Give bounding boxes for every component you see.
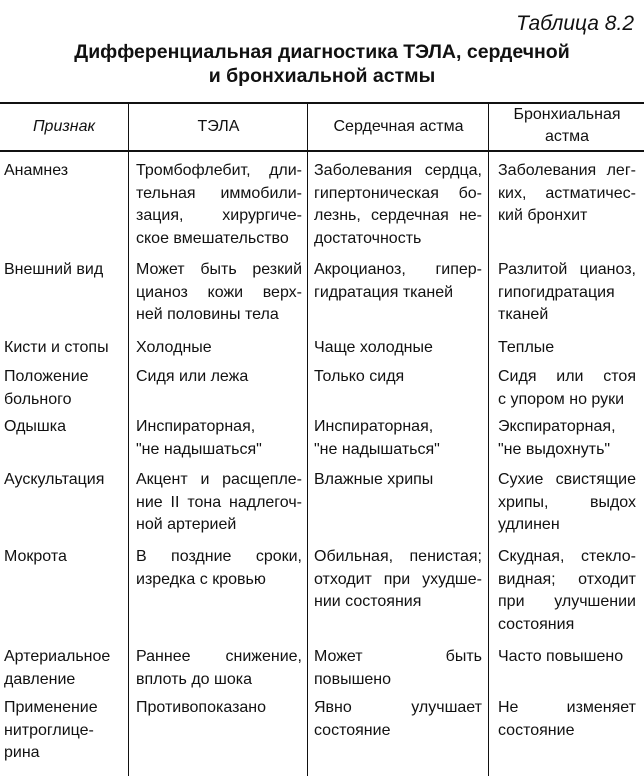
cell-line: Часто повышено	[498, 648, 624, 665]
cell-line: состояние	[498, 721, 575, 739]
cell-tela	[136, 469, 302, 537]
cell-line: Инспираторная,	[314, 418, 434, 435]
cell-line: Чаще холодные	[314, 339, 433, 356]
cell-line: цианоз кожи верх-	[136, 283, 302, 301]
cell-line: Может быть	[314, 648, 482, 665]
cell-line: "не надышаться"	[314, 440, 440, 458]
cell-line: изредка с кровью	[136, 570, 266, 588]
cell-tela	[136, 546, 302, 591]
table-title	[0, 40, 644, 88]
cell-tela	[136, 416, 302, 461]
cell-line: гипогидратация	[498, 283, 615, 301]
cell-line: Акцент и расщепле-	[136, 471, 302, 488]
cell-sign	[4, 366, 126, 411]
cell-line: Тромбофлебит, дли-	[136, 162, 302, 179]
cell-line: достаточность	[314, 229, 422, 247]
cell-bronchial	[498, 160, 636, 228]
cell-line: Заболевания лег-	[498, 162, 636, 179]
cell-line: Артериальное	[4, 648, 111, 665]
cell-line: видная; отходит	[498, 570, 636, 588]
column-divider-1	[128, 103, 129, 776]
cell-line: Не изменяет	[498, 699, 636, 716]
cell-line: Положение	[4, 368, 89, 385]
table-number: Таблица 8.2	[516, 12, 634, 35]
cell-sign	[4, 469, 126, 492]
cell-cardiac	[314, 646, 482, 691]
header-tela: ТЭЛА	[197, 118, 240, 135]
cell-tela	[136, 160, 302, 250]
cell-line: состояние	[314, 721, 391, 739]
cell-line: Применение	[4, 699, 98, 716]
cell-sign	[4, 416, 126, 439]
cell-tela	[136, 697, 302, 720]
cell-line: Теплые	[498, 339, 555, 356]
cell-line: Холодные	[136, 339, 212, 356]
cell-line: тельная иммобили-	[136, 184, 302, 202]
cell-line: Экспираторная,	[498, 418, 616, 435]
cell-sign	[4, 646, 126, 691]
cell-bronchial	[498, 366, 636, 411]
cell-line: тканей	[498, 306, 549, 323]
cell-bronchial	[498, 337, 636, 360]
cell-sign	[4, 546, 126, 569]
cell-line: больного	[4, 390, 72, 408]
cell-tela	[136, 646, 302, 691]
cell-line: нии состояния	[314, 593, 422, 610]
cell-line: Сидя или лежа	[136, 368, 249, 385]
cell-cardiac	[314, 337, 482, 360]
cell-line: повышено	[314, 670, 392, 688]
column-divider-2	[307, 103, 308, 776]
cell-tela	[136, 337, 302, 360]
cell-line: ское вмешательство	[136, 229, 289, 247]
cell-line: Акроцианоз, гипер-	[314, 261, 482, 278]
cell-line: хрипы, выдох	[498, 493, 636, 511]
cell-line: Мокрота	[4, 548, 67, 565]
cell-line: ние II тона надлегоч-	[136, 493, 302, 511]
cell-tela	[136, 259, 302, 327]
cell-line: Противопоказано	[136, 699, 267, 716]
cell-line: состояния	[498, 615, 575, 633]
cell-line: Разлитой цианоз,	[498, 261, 636, 278]
cell-line: Сидя или стоя	[498, 368, 636, 385]
cell-line: Обильная, пенистая;	[314, 548, 482, 565]
cell-line: гидратация тканей	[314, 283, 454, 301]
cell-line: ной артерией	[136, 516, 237, 533]
cell-line: Инспираторная,	[136, 418, 256, 435]
cell-line: ней половины тела	[136, 306, 279, 323]
cell-cardiac	[314, 546, 482, 614]
cell-line: Внешний вид	[4, 261, 104, 278]
table-title-line-2: и бронхиальной астмы	[208, 65, 436, 87]
cell-line: Явно улучшает	[314, 699, 482, 716]
cell-cardiac	[314, 469, 482, 492]
cell-line: вплоть до шока	[136, 670, 252, 688]
cell-line: Только сидя	[314, 368, 405, 385]
cell-line: Скудная, стекло-	[498, 548, 636, 565]
cell-sign	[4, 697, 126, 765]
cell-cardiac	[314, 697, 482, 742]
cell-line: нитроглице-	[4, 721, 94, 739]
cell-bronchial	[498, 259, 636, 327]
cell-line: Заболевания сердца,	[314, 162, 482, 179]
cell-line: лезнь, сердечная не-	[314, 207, 482, 224]
cell-cardiac	[314, 416, 482, 461]
cell-bronchial	[498, 416, 636, 461]
cell-line: Аускультация	[4, 471, 105, 488]
cell-line: при улучшении	[498, 593, 636, 610]
header-rule	[0, 150, 644, 152]
cell-line: Кисти и стопы	[4, 339, 109, 356]
cell-line: зация, хирургиче-	[136, 207, 302, 224]
cell-line: давление	[4, 670, 76, 688]
cell-line: "не выдохнуть"	[498, 440, 611, 458]
cell-line: В поздние сроки,	[136, 548, 302, 565]
cell-line: Может быть резкий	[136, 261, 302, 278]
cell-cardiac	[314, 160, 482, 250]
cell-bronchial	[498, 546, 636, 636]
cell-line: Раннее снижение,	[136, 648, 302, 665]
cell-sign	[4, 337, 126, 360]
cell-line: Анамнез	[4, 162, 69, 179]
cell-line: Влажные хрипы	[314, 471, 434, 488]
column-divider-3	[488, 103, 489, 776]
cell-bronchial	[498, 697, 636, 742]
cell-line: ких, астматичес-	[498, 184, 636, 202]
cell-bronchial	[498, 646, 636, 669]
cell-line: Сухие свистящие	[498, 471, 636, 488]
cell-line: гипертоническая бо-	[314, 184, 482, 202]
cell-cardiac	[314, 259, 482, 304]
cell-line: отходит при ухудше-	[314, 570, 482, 588]
cell-bronchial	[498, 469, 636, 537]
cell-line: удлинен	[498, 516, 560, 533]
header-sign: Признак	[32, 118, 96, 135]
cell-cardiac	[314, 366, 482, 389]
cell-line: "не надышаться"	[136, 440, 262, 458]
cell-line: с упором но руки	[498, 390, 625, 408]
header-cardiac-asthma: Сердечная астма	[333, 118, 464, 135]
cell-tela	[136, 366, 302, 389]
header-bronchial-asthma: Бронхиальная астма	[513, 106, 621, 145]
cell-line: Одышка	[4, 418, 67, 435]
cell-sign	[4, 259, 126, 282]
cell-line: кий бронхит	[498, 207, 588, 224]
table-title-line-1: Дифференциальная диагностика ТЭЛА, сердечной	[74, 41, 570, 63]
cell-line: рина	[4, 744, 40, 761]
cell-sign	[4, 160, 126, 183]
